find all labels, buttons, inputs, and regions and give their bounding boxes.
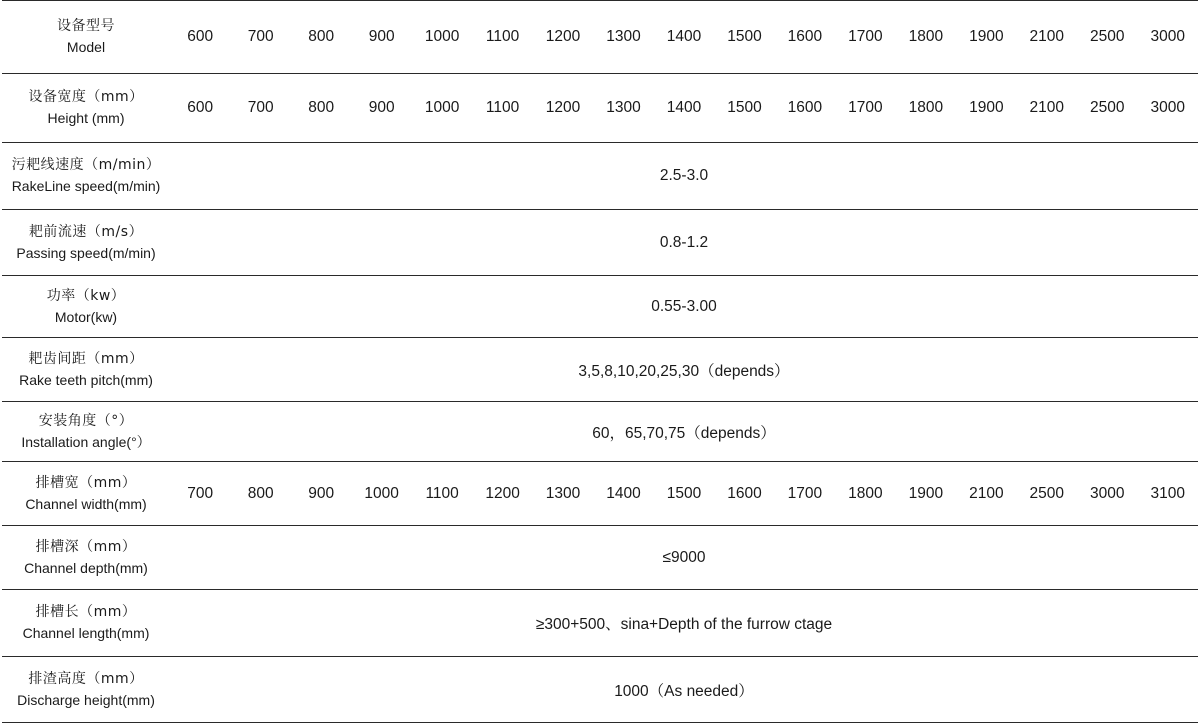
- spanning-value-cell: 0.8-1.2: [659, 233, 709, 251]
- value-cell: 3000: [1090, 484, 1125, 502]
- value-cell: 1000: [364, 484, 399, 502]
- value-cell: 2100: [1029, 28, 1065, 45]
- table-row: [2, 210, 1198, 276]
- row-label-en: Installation angle(°）: [21, 433, 151, 450]
- value-cell: 2500: [1090, 28, 1125, 45]
- value-cell: 2500: [1029, 484, 1065, 502]
- row-label-zh: 耙齿间距（mm）: [28, 350, 144, 367]
- value-cell: 1500: [727, 28, 762, 45]
- row-label-en: RakeLine speed(m/min): [11, 178, 161, 194]
- table-row: [2, 143, 1198, 210]
- value-cell: 2100: [969, 484, 1004, 502]
- row-label: [2, 462, 170, 526]
- value-cell: 900: [368, 99, 395, 116]
- value-cell: 1800: [848, 484, 883, 502]
- spanning-value-cell: 60，65,70,75（depends）: [592, 424, 776, 442]
- value-cell: 1900: [908, 484, 944, 502]
- row-label-zh: 排槽深（mm）: [35, 538, 137, 555]
- row-label-en: Discharge height(mm): [17, 691, 155, 708]
- value-cell: 1200: [485, 484, 520, 502]
- spanning-value-cell: 0.55-3.00: [651, 297, 717, 315]
- value-cell: 1700: [787, 484, 823, 502]
- value-cell: 1600: [727, 484, 762, 502]
- row-label-zh: 安装角度（°）: [38, 412, 134, 429]
- value-cell: 1000: [424, 99, 460, 116]
- spanning-value-cell: 2.5-3.0: [659, 167, 709, 184]
- value-cell: 900: [368, 28, 395, 45]
- value-cell: 800: [308, 99, 335, 116]
- value-cell: 3100: [1150, 484, 1185, 502]
- value-cell: 1400: [666, 28, 702, 45]
- row-label-zh: 设备型号: [57, 18, 115, 34]
- value-cell: 3000: [1150, 28, 1185, 45]
- table-row: [2, 590, 1198, 657]
- value-cell: 700: [247, 99, 274, 116]
- row-label-en: Motor(kw): [54, 308, 118, 325]
- value-cell: 1200: [545, 99, 581, 116]
- value-cell: 1800: [908, 28, 944, 45]
- value-cell: 1700: [848, 99, 883, 116]
- row-label-zh: 排槽长（mm）: [35, 604, 137, 620]
- row-label: [2, 338, 170, 402]
- value-cell: 1800: [908, 99, 944, 116]
- spanning-value-cell: 1000（As needed）: [614, 682, 754, 700]
- value-cell: 1300: [606, 99, 641, 116]
- value-cell: 700: [247, 28, 274, 45]
- table-row: [2, 402, 1198, 462]
- value-cell: 1400: [606, 484, 641, 502]
- spanning-value-cell: ≥300+500、sina+Depth of the furrow ctage: [535, 616, 833, 633]
- row-label-zh: 污耙线速度（m/min）: [11, 157, 161, 173]
- spec-table-body: [2, 1, 1198, 723]
- table-row: [2, 462, 1198, 526]
- row-label: [2, 210, 170, 276]
- row-label-en: Height (mm): [47, 110, 125, 126]
- row-label-zh: 耙前流速（m/s）: [28, 223, 144, 240]
- value-cell: 1100: [425, 484, 459, 502]
- row-label: [2, 74, 170, 143]
- row-label-zh: 排渣高度（mm）: [28, 670, 144, 687]
- row-label: [2, 276, 170, 338]
- row-label: [2, 402, 170, 462]
- row-label: [2, 143, 170, 210]
- spec-table: [2, 0, 1198, 723]
- value-cell: 600: [187, 28, 214, 45]
- spanning-value-cell: ≤9000: [662, 548, 706, 566]
- value-cell: 1100: [485, 99, 520, 116]
- value-cell: 3000: [1150, 99, 1185, 116]
- value-cell: 600: [187, 99, 214, 116]
- value-cell: 1000: [424, 28, 460, 45]
- row-label-en: Passing speed(m/min): [16, 244, 156, 261]
- value-cell: 1400: [666, 99, 702, 116]
- row-label-en: Channel width(mm): [25, 495, 147, 512]
- value-cell: 800: [308, 28, 335, 45]
- table-row: [2, 338, 1198, 402]
- row-label: [2, 590, 170, 657]
- value-cell: 1900: [969, 99, 1004, 116]
- row-label-zh: 设备宽度（mm）: [28, 89, 144, 105]
- row-label-en: Channel length(mm): [22, 625, 150, 641]
- value-cell: 700: [187, 484, 214, 502]
- value-cell: 2100: [1029, 99, 1065, 116]
- table-row: [2, 526, 1198, 590]
- value-cell: 800: [247, 484, 274, 502]
- table-row: [2, 1, 1198, 74]
- row-label: [2, 1, 170, 74]
- value-cell: 1500: [727, 99, 762, 116]
- value-cell: 1600: [787, 99, 823, 116]
- value-cell: 900: [308, 484, 335, 502]
- value-cell: 1200: [545, 28, 581, 45]
- table-row: [2, 657, 1198, 723]
- table-row: [2, 276, 1198, 338]
- value-cell: 1600: [787, 28, 823, 45]
- spanning-value-cell: 3,5,8,10,20,25,30（depends）: [578, 362, 790, 380]
- row-label: [2, 657, 170, 723]
- value-cell: 1500: [666, 484, 702, 502]
- table-row: [2, 74, 1198, 143]
- value-cell: 1700: [848, 28, 883, 45]
- value-cell: 1300: [606, 28, 641, 45]
- row-label: [2, 526, 170, 590]
- row-label-en: Rake teeth pitch(mm): [19, 371, 153, 388]
- row-label-zh: 排槽宽（mm）: [35, 474, 137, 491]
- row-label-en: Model: [66, 39, 106, 55]
- value-cell: 1900: [969, 28, 1004, 45]
- value-cell: 1300: [545, 484, 581, 502]
- row-label-zh: 功率（kw）: [46, 287, 126, 304]
- row-label-en: Channel depth(mm): [24, 559, 148, 576]
- value-cell: 1100: [485, 28, 520, 45]
- value-cell: 2500: [1090, 99, 1125, 116]
